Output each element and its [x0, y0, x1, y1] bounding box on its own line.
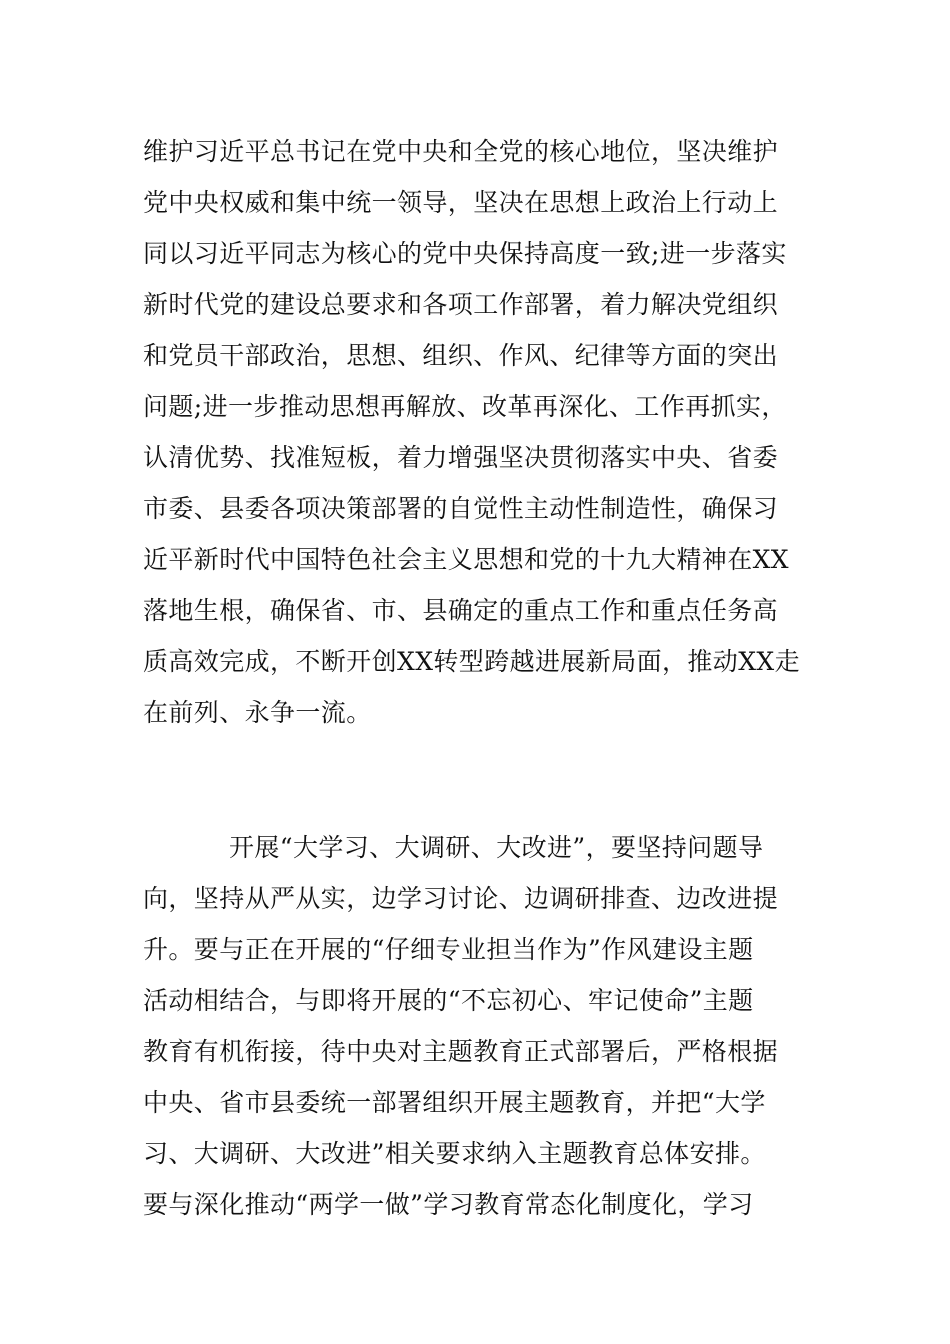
paragraph-1-line: 同以习近平同志为核心的党中央保持高度一致;进一步落实	[143, 239, 787, 268]
paragraph-2-line: 习、大调研、大改进”相关要求纳入主题教育总体安排。	[143, 1139, 766, 1168]
paragraph-1-line: 市委、县委各项决策部署的自觉性主动性制造性，确保习	[143, 494, 779, 523]
paragraph-1	[143, 126, 815, 738]
paragraph-1-line: 党中央权威和集中统一领导，坚决在思想上政治上行动上	[143, 188, 779, 217]
paragraph-1-line: 近平新时代中国特色社会主义思想和党的十九大精神在XX	[143, 545, 789, 574]
paragraph-2-line: 活动相结合，与即将开展的“不忘初心、牢记使命”主题	[143, 986, 754, 1015]
paragraph-1-line: 在前列、永争一流。	[143, 698, 372, 727]
paragraph-2-line: 中央、省市县委统一部署组织开展主题教育，并把“大学	[143, 1088, 766, 1117]
paragraph-2-line: 升。要与正在开展的“仔细专业担当作为”作风建设主题	[143, 935, 754, 964]
paragraph-2-line: 向，坚持从严从实，边学习讨论、边调研排查、边改进提	[143, 884, 779, 913]
paragraph-1-line: 落地生根，确保省、市、县确定的重点工作和重点任务高	[143, 596, 779, 625]
paragraph-1-line: 维护习近平总书记在党中央和全党的核心地位，坚决维护	[143, 137, 779, 166]
paragraph-2-line: 开展“大学习、大调研、大改进”，要坚持问题导	[229, 833, 764, 862]
paragraph-2-line: 要与深化推动“两学一做”学习教育常态化制度化，学习	[143, 1190, 754, 1219]
paragraph-2	[143, 822, 815, 1230]
paragraph-1-line: 新时代党的建设总要求和各项工作部署，着力解决党组织	[143, 290, 779, 319]
paragraph-2-line: 教育有机衔接，待中央对主题教育正式部署后，严格根据	[143, 1037, 779, 1066]
paragraph-1-line: 和党员干部政治，思想、组织、作风、纪律等方面的突出	[143, 341, 779, 370]
paragraph-1-line: 质高效完成，不断开创XX转型跨越进展新局面，推动XX走	[143, 647, 800, 676]
paragraph-1-line: 问题;进一步推动思想再解放、改革再深化、工作再抓实，	[143, 392, 787, 421]
paragraph-1-line: 认清优势、找准短板，着力增强坚决贯彻落实中央、省委	[143, 443, 779, 472]
